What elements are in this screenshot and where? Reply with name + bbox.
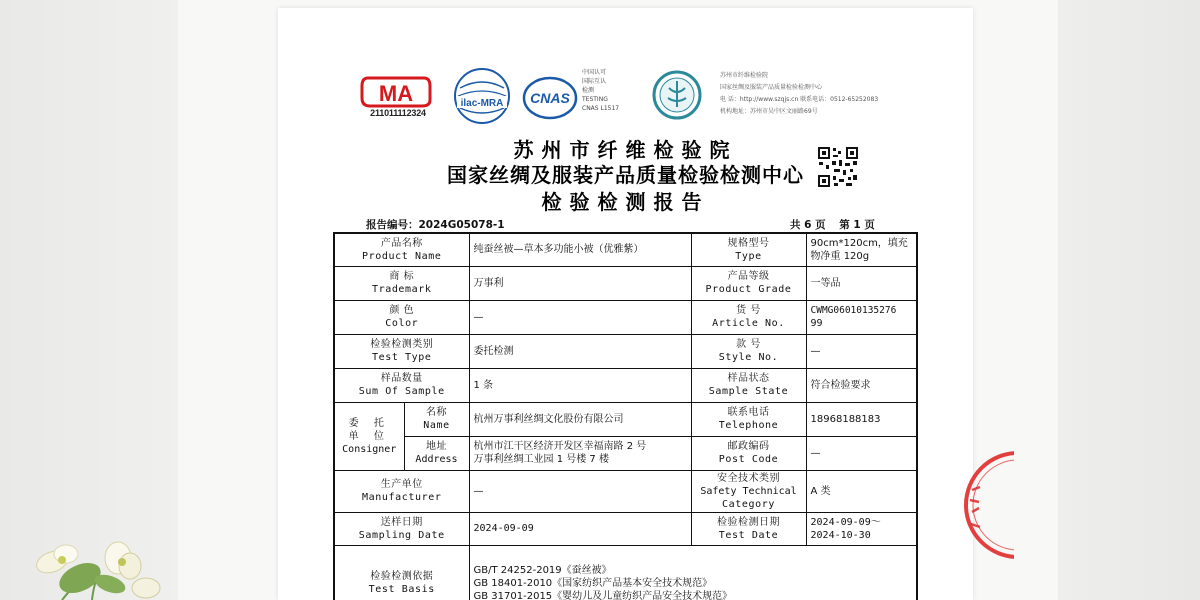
- label-test-type: 检验检测类别 Test Type: [334, 334, 469, 368]
- institute-info: [720, 70, 878, 118]
- value-test-date: 2024-09-09～ 2024-10-30: [806, 512, 917, 545]
- label-grade: 产品等级 Product Grade: [691, 266, 806, 300]
- report-number: 报告编号：2024G05078-1: [366, 219, 505, 231]
- logo-bar: [278, 8, 973, 138]
- value-postcode: —: [806, 436, 917, 470]
- table-row: [334, 368, 917, 402]
- page-number: 第 1 页: [839, 219, 875, 231]
- cnas-caption-line: 国际互认: [582, 78, 607, 85]
- table-row: [334, 233, 917, 266]
- report-table: [333, 232, 918, 600]
- value-manufacturer: —: [469, 470, 691, 512]
- value-trademark: 万事利: [469, 266, 691, 300]
- cma-logo-text: MA: [378, 81, 414, 106]
- value-article: CWMG06010135276 99: [806, 300, 917, 334]
- table-row: [334, 300, 917, 334]
- label-spec: 规格型号 Type: [691, 233, 806, 266]
- report-document: [278, 8, 973, 600]
- report-title-center: 国家丝绸及服装产品质量检验检测中心: [447, 163, 804, 187]
- institute-info-line: 苏州市纤维检验院: [720, 72, 769, 79]
- cnas-caption: [582, 68, 619, 113]
- label-style: 款 号 Style No.: [691, 334, 806, 368]
- value-test-type: 委托检测: [469, 334, 691, 368]
- cnas-caption-line: 中国认可: [582, 69, 607, 76]
- label-consigner-address: 地址 Address: [404, 436, 469, 470]
- value-sample-state: 符合检验要求: [806, 368, 917, 402]
- label-safety: 安全技术类别 Safety Technical Category: [691, 470, 806, 512]
- label-sampling-date: 送样日期 Sampling Date: [334, 512, 469, 545]
- label-sample-sum: 样品数量 Sum Of Sample: [334, 368, 469, 402]
- institute-info-line: 电 话：http://www.szqjs.cn 联系电话：0512-65252083: [720, 96, 879, 103]
- qr-code-icon: [817, 146, 859, 188]
- total-pages: 共 6 页: [790, 219, 826, 231]
- label-consigner-name: 名称 Name: [404, 402, 469, 436]
- ilac-logo-text: ilac-MRA: [460, 98, 504, 109]
- cnas-logo-text: CNAS: [530, 90, 570, 106]
- value-grade: 一等品: [806, 266, 917, 300]
- label-sample-state: 样品状态 Sample State: [691, 368, 806, 402]
- label-postcode: 邮政编码 Post Code: [691, 436, 806, 470]
- page-info: [790, 217, 875, 232]
- value-product-name: 纯蚕丝被—草本多功能小被（优雅紫）: [469, 233, 691, 266]
- cma-logo: [360, 74, 432, 126]
- table-row: [334, 436, 917, 470]
- institute-seal-icon: [652, 70, 702, 120]
- value-consigner-address: 杭州市江干区经济开发区幸福南路 2 号 万事利丝绸工业园 1 号楼 7 楼: [469, 436, 691, 470]
- label-color: 颜 色 Color: [334, 300, 469, 334]
- label-trademark: 商 标 Trademark: [334, 266, 469, 300]
- report-title-type: 检验检测报告: [541, 190, 710, 214]
- report-title-institute: 苏州市纤维检验院: [513, 138, 738, 162]
- label-consigner: 委 托 单 位 Consigner: [334, 402, 404, 470]
- value-color: —: [469, 300, 691, 334]
- value-sampling-date: 2024-09-09: [469, 512, 691, 545]
- table-row: [334, 266, 917, 300]
- cnas-caption-line: 检测: [582, 87, 595, 94]
- table-row: [334, 402, 917, 436]
- table-row: [334, 470, 917, 512]
- table-row: [334, 512, 917, 545]
- label-product-name: 产品名称 Product Name: [334, 233, 469, 266]
- value-telephone: 18968188183: [806, 402, 917, 436]
- institute-info-line: 机构地址：苏州市吴中区文丽路69号: [720, 108, 818, 115]
- red-seal-stamp-icon: [954, 450, 1014, 560]
- cma-number: 211011112324: [370, 108, 426, 118]
- value-style: —: [806, 334, 917, 368]
- ilac-mra-logo: [452, 66, 512, 126]
- value-safety: A 类: [806, 470, 917, 512]
- label-test-date: 检验检测日期 Test Date: [691, 512, 806, 545]
- cnas-caption-line: TESTING: [582, 96, 608, 103]
- value-sample-sum: 1 条: [469, 368, 691, 402]
- value-test-basis: GB/T 24252-2019《蚕丝被》 GB 18401-2010《国家纺织产品基本安全技术规范》 GB 31701-2015《婴幼儿及儿童纺织产品安全技术规范》: [469, 545, 917, 600]
- table-row: [334, 334, 917, 368]
- label-manufacturer: 生产单位 Manufacturer: [334, 470, 469, 512]
- decorative-flower-icon: [22, 532, 162, 600]
- label-telephone: 联系电话 Telephone: [691, 402, 806, 436]
- institute-info-line: 国家丝绸及服装产品质量检验检测中心: [720, 84, 823, 91]
- value-spec: 90cm*120cm，填充 物净重 120g: [806, 233, 917, 266]
- cnas-logo: [522, 76, 578, 120]
- value-consigner-name: 杭州万事利丝绸文化股份有限公司: [469, 402, 691, 436]
- cnas-caption-line: CNAS L1517: [582, 105, 620, 112]
- label-test-basis: 检验检测依据 Test Basis: [334, 545, 469, 600]
- label-article: 货 号 Article No.: [691, 300, 806, 334]
- table-row: [334, 545, 917, 600]
